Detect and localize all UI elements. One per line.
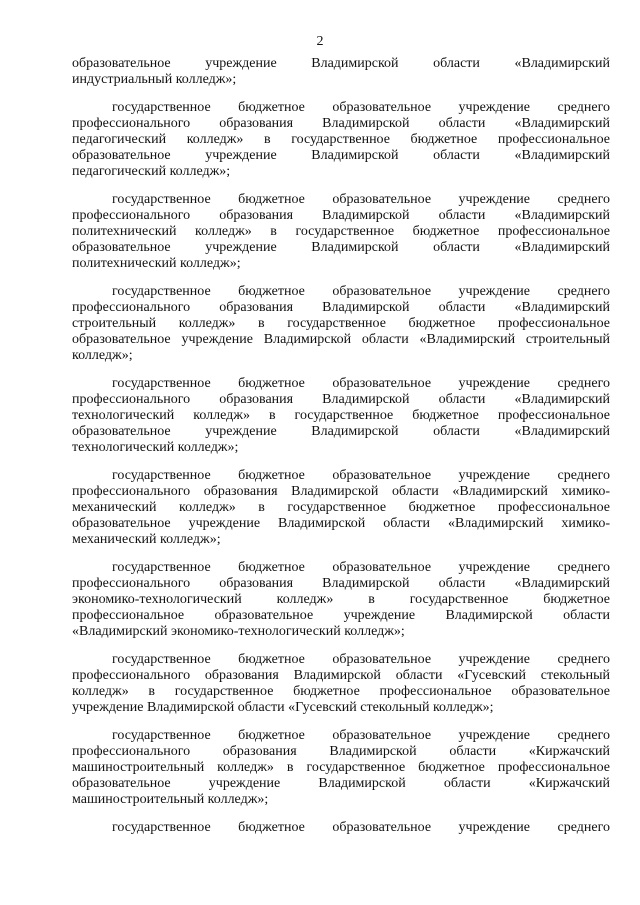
text-line: образовательное учреждение Владимирской области «Владимирский химико- <box>72 516 610 531</box>
text-line: образовательное учреждение Владимирской области «Владимирский <box>72 424 610 439</box>
text-line: колледж» в государственное бюджетное профессиональное образовательное <box>72 684 610 699</box>
text-line: профессионального образования Владимирской области «Владимирский химико- <box>72 484 610 499</box>
text-line: колледж»; <box>72 348 133 363</box>
text-line: педагогический колледж» в государственное бюджетное профессиональное <box>72 132 610 147</box>
paragraph <box>72 560 610 640</box>
text-line: профессионального образования Владимирской области «Владимирский <box>72 208 610 223</box>
text-line: образовательное учреждение Владимирской области «Владимирский <box>72 240 610 255</box>
text-line: профессионального образования Владимирской области «Гусевский стекольный <box>72 668 610 683</box>
text-line: педагогический колледж»; <box>72 164 231 179</box>
paragraph <box>72 652 610 716</box>
text-line: политехнический колледж» в государственное бюджетное профессиональное <box>72 224 610 239</box>
text-line: государственное бюджетное образовательное учреждение среднего <box>112 192 610 207</box>
document-body <box>72 56 610 848</box>
text-line: государственное бюджетное образовательное учреждение среднего <box>112 468 610 483</box>
text-line: государственное бюджетное образовательное учреждение среднего <box>112 652 610 667</box>
text-line: образовательное учреждение Владимирской области «Киржачский <box>72 776 610 791</box>
paragraph <box>72 728 610 808</box>
text-line: образовательное учреждение Владимирской области «Владимирский строительный <box>72 332 610 347</box>
text-line: технологический колледж»; <box>72 440 239 455</box>
text-line: машиностроительный колледж»; <box>72 792 269 807</box>
text-line: экономико-технологический колледж» в государственное бюджетное <box>72 592 610 607</box>
text-line: государственное бюджетное образовательное учреждение среднего <box>112 376 610 391</box>
text-line: образовательное учреждение Владимирской области «Владимирский <box>72 148 610 163</box>
text-line: профессионального образования Владимирской области «Владимирский <box>72 576 610 591</box>
text-line: государственное бюджетное образовательное учреждение среднего <box>112 728 610 743</box>
text-line: профессионального образования Владимирской области «Киржачский <box>72 744 610 759</box>
text-line: политехнический колледж»; <box>72 256 241 271</box>
text-line: индустриальный колледж»; <box>72 72 237 87</box>
text-line: «Владимирский экономико-технологический колледж»; <box>72 624 405 639</box>
text-line: образовательное учреждение Владимирской области «Владимирский <box>72 56 610 71</box>
text-line: механический колледж» в государственное бюджетное профессиональное <box>72 500 610 515</box>
paragraph <box>72 820 610 836</box>
paragraph <box>72 284 610 364</box>
text-line: технологический колледж» в государственное бюджетное профессиональное <box>72 408 610 423</box>
text-line: государственное бюджетное образовательное учреждение среднего <box>112 820 610 835</box>
text-line: машиностроительный колледж» в государственное бюджетное профессиональное <box>72 760 610 775</box>
paragraph <box>72 100 610 180</box>
page-number: 2 <box>316 34 324 49</box>
paragraph <box>72 468 610 548</box>
paragraph <box>72 56 610 88</box>
text-line: профессионального образования Владимирской области «Владимирский <box>72 300 610 315</box>
text-line: государственное бюджетное образовательное учреждение среднего <box>112 284 610 299</box>
text-line: профессиональное образовательное учреждение Владимирской области <box>72 608 610 623</box>
text-line: государственное бюджетное образовательное учреждение среднего <box>112 100 610 115</box>
text-line: строительный колледж» в государственное бюджетное профессиональное <box>72 316 610 331</box>
text-line: профессионального образования Владимирской области «Владимирский <box>72 392 610 407</box>
paragraph <box>72 376 610 456</box>
text-line: государственное бюджетное образовательное учреждение среднего <box>112 560 610 575</box>
text-line: учреждение Владимирской области «Гусевский стекольный колледж»; <box>72 700 494 715</box>
paragraph <box>72 192 610 272</box>
text-line: механический колледж»; <box>72 532 221 547</box>
text-line: профессионального образования Владимирской области «Владимирский <box>72 116 610 131</box>
